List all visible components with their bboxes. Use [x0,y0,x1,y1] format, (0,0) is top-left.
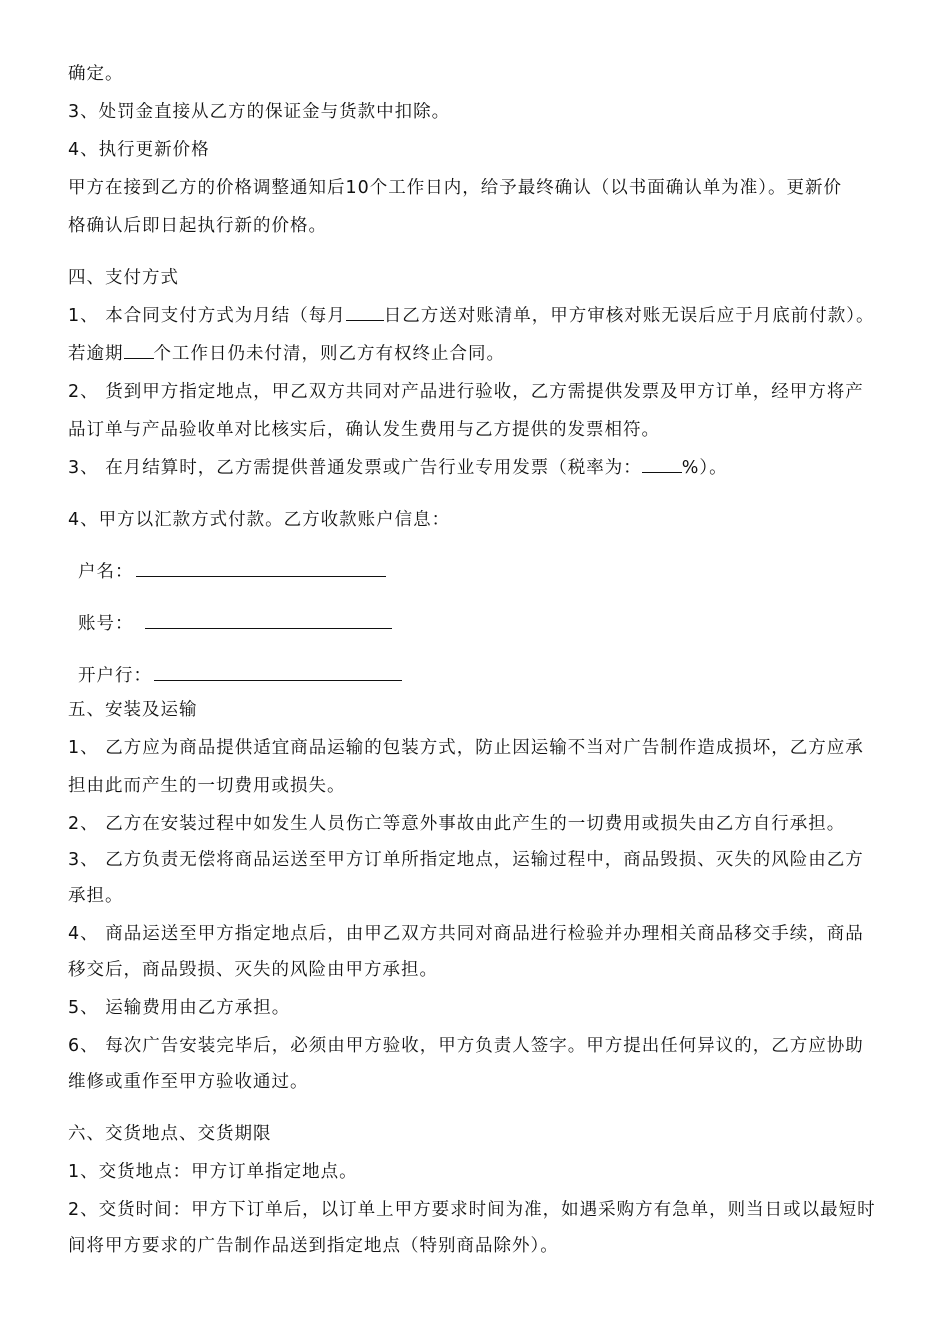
clause-text: 若逾期 [68,344,124,364]
clause-text: %）。 [681,458,728,478]
section-title-payment: 四、支付方式 [68,268,179,288]
text-line: 甲方在接到乙方的价格调整通知后10个工作日内，给予最终确认（以书面确认单为准）。更新价 [68,178,843,198]
text-line: 间将甲方要求的广告制作品送到指定地点（特别商品除外）。 [68,1236,559,1256]
text-line: 3、 乙方负责无偿将商品运送至甲方订单所指定地点，运输过程中，商品毁损、灭失的风险由乙方 [68,850,864,870]
payment-clause-1-cont [68,342,505,366]
text-line: 1、 乙方应为商品提供适宜商品运输的包装方式，防止因运输不当对广告制作造成损坏，乙方应承 [68,738,864,758]
section-title-installation: 五、安装及运输 [68,700,198,720]
text-line: 承担。 [68,886,124,906]
account-bank-field[interactable] [154,680,402,681]
account-name-field[interactable] [136,576,386,577]
account-bank-label: 开户行： [78,666,152,686]
text-line: 5、 运输费用由乙方承担。 [68,998,291,1018]
text-line: 6、 每次广告安装完毕后，必须由甲方验收，甲方负责人签字。甲方提出任何异议的，乙方应协助 [68,1036,864,1056]
text-line: 2、交货时间：甲方下订单后，以订单上甲方要求时间为准，如遇采购方有急单，则当日或以最短时 [68,1200,876,1220]
clause-text: 日乙方送对账清单，甲方审核对账无误后应于月底前付款）。 [383,306,875,326]
text-line: 3、处罚金直接从乙方的保证金与货款中扣除。 [68,102,451,122]
text-line: 4、 商品运送至甲方指定地点后，由甲乙双方共同对商品进行检验并办理相关商品移交手续，商品 [68,924,864,944]
account-number-field[interactable] [145,628,392,629]
payment-clause-1 [68,304,874,328]
account-number-label: 账号： [78,614,134,634]
text-line: 4、甲方以汇款方式付款。乙方收款账户信息： [68,510,451,530]
text-line: 维修或重作至甲方验收通过。 [68,1072,309,1092]
text-line: 担由此而产生的一切费用或损失。 [68,776,346,796]
clause-text: 个工作日仍未付清，则乙方有权终止合同。 [153,344,505,364]
text-line: 移交后，商品毁损、灭失的风险由甲方承担。 [68,960,438,980]
blank-workdays-field[interactable] [124,342,154,359]
blank-day-field[interactable] [346,304,384,321]
text-line: 2、 乙方在安装过程中如发生人员伤亡等意外事故由此产生的一切费用或损失由乙方自行承担。 [68,814,846,834]
section-title-delivery: 六、交货地点、交货期限 [68,1124,272,1144]
text-line: 格确认后即日起执行新的价格。 [68,216,327,236]
text-line: 2、 货到甲方指定地点，甲乙双方共同对产品进行验收，乙方需提供发票及甲方订单，经甲方将产 [68,382,864,402]
clause-text: 3、 在月结算时，乙方需提供普通发票或广告行业专用发票（税率为： [68,458,642,478]
clause-text: 1、 本合同支付方式为月结（每月 [68,306,346,326]
payment-clause-3 [68,456,728,480]
account-name-label: 户名： [78,562,134,582]
text-line: 4、执行更新价格 [68,140,210,160]
text-line: 1、交货地点：甲方订单指定地点。 [68,1162,358,1182]
text-line: 确定。 [68,64,124,84]
blank-tax-rate-field[interactable] [642,456,682,473]
text-line: 品订单与产品验收单对比核实后，确认发生费用与乙方提供的发票相符。 [68,420,660,440]
